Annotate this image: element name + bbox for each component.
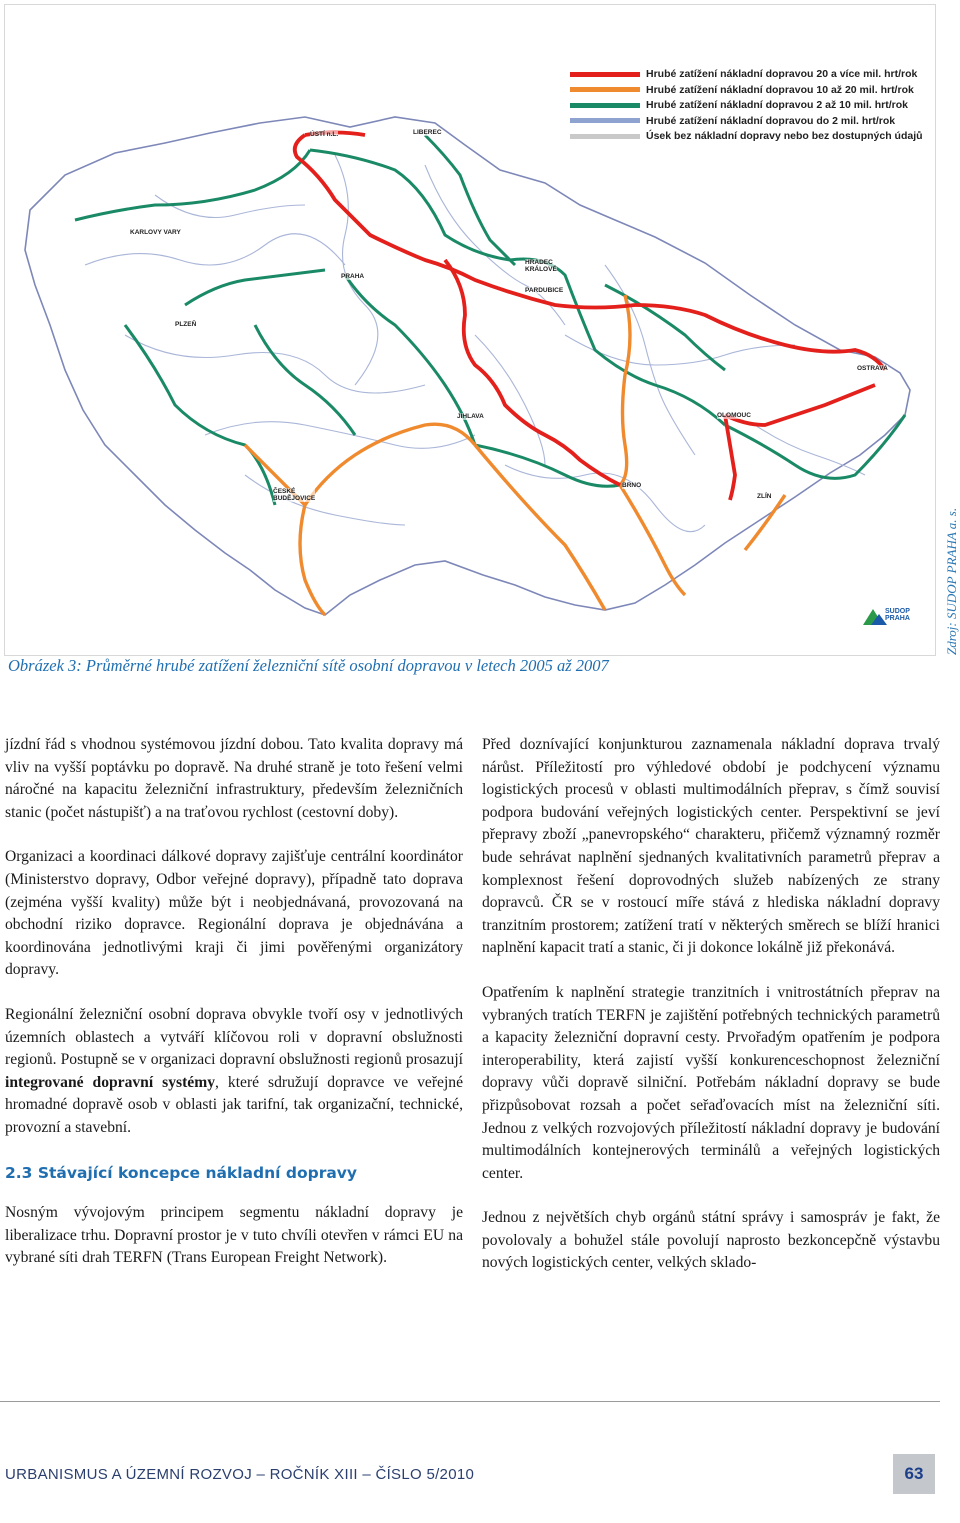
legend-swatch-gray [570,134,640,139]
emphasis-text: integrované dopravní systémy [5,1073,216,1091]
map-legend [570,67,930,145]
legend-row [570,114,930,128]
paragraph [5,1004,463,1140]
paragraph: Opatřením k naplnění strategie tranzitních i vnitrostátních přeprav na vybraných tratích TERFN je zajištění potřebných technických parametrů a kapacity železniční dopravní cesty. Prvořadým opatřením je podpora interoperability, která zajistí vyšší konkurenceschopnost železniční dopravy vůči dopravě silniční. Potřebám nákladní dopravy se bude přizpůsobovat rozsah a počet seřaďovacích míst na železniční síti. Jednou z velkých rozvojových příležitostí nákladní dopravy je budování multimodálních kontejnerových terminálů a veřejných logistických center. [482,983,940,1182]
legend-label: Hrubé zatížení nákladní dopravou 2 až 10 mil. hrt/rok [646,99,908,111]
right-column [482,734,940,1297]
paragraph: jízdní řád s vhodnou systémovou jízdní dobou. Tato kvalita dopravy má vliv na vyšší poptávku po dopravě. Na druhé straně je toto řešení velmi náročné na kapacitu železniční infrastruktury, především železničních stanic (počet nástupišť) a na traťovou rychlost (cestovní doby). [5,736,463,821]
legend-label: Hrubé zatížení nákladní dopravou 10 až 20 mil. hrt/rok [646,83,914,96]
city-label-liberec: LIBEREC [413,129,442,136]
city-label-ceske-budejovice: ČESKÉ BUDĚJOVICE [273,488,316,502]
city-label-plzen: PLZEŇ [175,321,197,328]
city-label-zlin: ZLÍN [757,493,772,500]
section-heading: 2.3 Stávající koncepce nákladní dopravy [5,1163,358,1182]
sudop-logo-text: SUDOP PRAHA [885,608,910,622]
paragraph: Jednou z největších chyb orgánů státní správy i samospráv je fakt, že povolovaly a bohužel stále povolují naprosto bezkoncepčně výstavbu nových logistických center, velkých sklado- [482,1209,940,1272]
city-label-olomouc: OLOMOUC [717,412,751,419]
legend-swatch-red [570,72,640,77]
city-label-brno: BRNO [622,482,642,489]
city-label-jihlava: JIHLAVA [457,413,484,420]
figure-source: Zdroj: SUDOP PRAHA a. s. [944,507,959,655]
legend-label: Úsek bez nákladní dopravy nebo bez dostupných údajů [646,130,923,142]
legend-row [570,83,930,97]
city-label-karlovy-vary: KARLOVY VARY [130,229,181,236]
page-number: 63 [893,1454,935,1494]
legend-label: Hrubé zatížení nákladní dopravou 20 a více mil. hrt/rok [646,68,918,80]
footer-divider [0,1401,940,1402]
city-label-praha: PRAHA [341,273,365,280]
city-label-pardubice: PARDUBICE [525,287,564,294]
map-figure [4,4,936,656]
left-column [5,734,463,1292]
legend-swatch-orange [570,87,640,92]
city-label-hradec-kralove: HRADEC KRÁLOVÉ [525,259,557,273]
legend-row [570,98,930,112]
legend-row [570,129,930,143]
city-label-ostrava: OSTRAVA [857,365,888,372]
paragraph: Nosným vývojovým principem segmentu nákladní dopravy je liberalizace trhu. Dopravní prostor je v tuto chvíli otevřen v rámci EU na vybrané síti drah TERFN (Trans European Freight Network). [5,1204,463,1267]
legend-label: Hrubé zatížení nákladní dopravou do 2 mil. hrt/rok [646,114,896,127]
paragraph: Před doznívající konjunkturou zaznamenala nákladní doprava trvalý nárůst. Příležitostí pro výhledové období je podchycení významu logistických procesů v oblasti multimodálních přeprav, s čímž souvisí podpora budování veřejných logistických center. Perspektivní se jeví přepravy zboží „panevropského“ charakteru, přičemž významný rozměr bude sehrávat naplnění sjednaných kvalitativních parametrů přeprav a komplexnost řešení doprovodných služeb nabízených ze strany dopravců. ČR se v rostoucí míře stává z hlediska nákladní dopravy tranzitním prostorem; zatížení tratí v některých směrech se blíží hranici naplnění kapacit tratí a stanic, či ji dokonce lokálně již překonává. [482,736,940,957]
paragraph-text: , které sdružují dopravce ve veřejné hromadné dopravě osob v oblasti jak tarifní, tak organizační, technické, provozní a stavební. [5,1073,463,1136]
legend-swatch-green [570,103,640,108]
journal-footer: URBANISMUS A ÚZEMNÍ ROZVOJ – ROČNÍK XIII – ČÍSLO 5/2010 [5,1466,475,1483]
city-label-usti: ÚSTÍ n.L. [310,131,339,138]
figure-caption: Obrázek 3: Průměrné hrubé zatížení železniční sítě osobní dopravou v letech 2005 až 2007 [8,656,609,675]
legend-row [570,67,930,81]
paragraph: Organizaci a koordinaci dálkové dopravy zajišťuje centrální koordinátor (Ministerstvo dopravy, Odbor veřejné dopravy), případně tato doprava (zejména vyšší kvality) může být i neobjednávaná, provozovaná na obchodní riziko dopravce. Regionální doprava je objednávána a koordinována jednotlivými kraji či jimi pověřenými organizátory dopravy. [5,848,463,979]
legend-swatch-blue [570,118,640,123]
paragraph-text: Regionální železniční osobní doprava obvykle tvoří osy v jednotlivých územních oblastech a vytváří klíčovou roli v dopravní obslužnosti regionů. Postupně se v organizaci dopravní obslužnosti regionů prosazují [5,1005,463,1069]
